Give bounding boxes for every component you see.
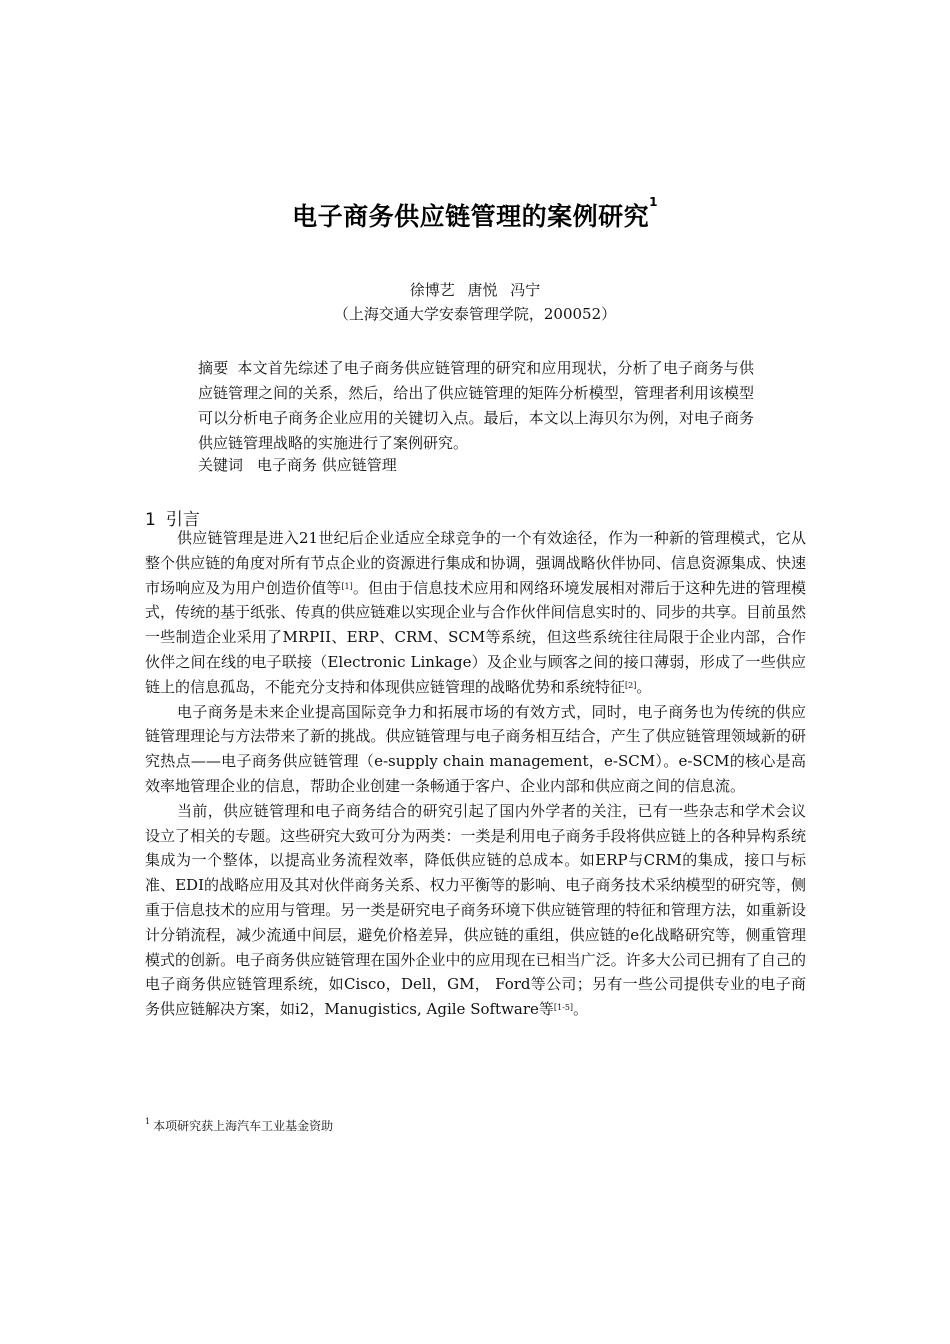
citation-1-5: [1-5] [553,1003,574,1013]
citation-1: [1] [341,581,353,591]
section-body [145,526,806,1022]
abstract-text: 本文首先综述了电子商务供应链管理的研究和应用现状，分析了电子商务与供应链管理之间的关系，然后，给出了供应链管理的矩阵分析模型，管理者利用该模型可以分析电子商务企业应用的关键切入点。最后，本文以上海贝尔为例，对电子商务供应链管理战略的实施进行了案例研究。 [198,359,754,452]
keywords [198,454,397,475]
paragraph-3-part-a: 当前，供应链管理和电子商务结合的研究引起了国内外学者的关注，已有一些杂志和学术会议设立了相关的专题。这些研究大致可分为两类：一类是利用电子商务手段将供应链上的各种异构系统集成为一个整体，以提高业务流程效率，降低供应链的总成本。如ERP与CRM的集成，接口与标准、EDI的战略应用及其对伙伴商务关系、权力平衡等的影响、电子商务技术采纳模型的研究等，侧重于信息技术的应用与管理。另一类是研究电子商务环境下供应链管理的特征和管理方法，如重新设计分销流程，减少流通中间层，避免价格差异，供应链的重组，供应链的e化战略研究等，侧重管理模式的创新。电子商务供应链管理在国外企业中的应用现在已相当广泛。许多大公司已拥有了自己的电子商务供应链管理系统，如Cisco，Dell，GM， Ford等公司；另有一些公司提供专业的电子商务供应链解决方案，如i2，Manugistics, Agile Software等 [145,801,806,1019]
keywords-label: 关键词 [198,456,244,474]
section-title-text: 引言 [165,510,200,530]
paragraph-1-part-c: 。 [636,677,652,696]
title-footnote-mark: 1 [649,195,658,209]
title-text: 电子商务供应链管理的案例研究 [292,202,650,231]
affiliation: （上海交通大学安泰管理学院，200052） [333,305,617,323]
abstract-label: 摘要 [198,359,229,377]
author-list: 徐博艺 唐悦 冯宁 [409,281,541,299]
paragraph-3-part-b: 。 [573,1000,589,1019]
abstract [198,356,754,456]
footnote-text: 本项研究获上海汽车工业基金资助 [153,1119,334,1133]
section-number: 1 [145,510,156,530]
paragraph-3 [145,799,806,1022]
paragraph-1-part-b: 。但由于信息技术应用和网络环境发展相对滞后于这种先进的管理模式，传统的基于纸张、传真的供应链难以实现企业与合作伙伴间信息实时的、同步的共享。目前虽然一些制造企业采用了MRPII、ERP、CRM、SCM等系统，但这些系统往往局限于企业内部，合作伙伴之间在线的电子联接（Electronic Linkage）及企业与顾客之间的接口薄弱，形成了一些供应链上的信息孤岛，不能充分支持和体现供应链管理的战略优势和系统特征 [145,578,806,696]
paper-title [0,197,950,233]
keywords-text: 电子商务 供应链管理 [257,456,397,474]
footnote [145,1117,333,1134]
citation-2: [2] [625,680,637,690]
paragraph-1-part-a: 供应链管理是进入21世纪后企业适应全球竞争的一个有效途径，作为一种新的管理模式，它从整个供应链的角度对所有节点企业的资源进行集成和协调，强调战略伙伴协同、信息资源集成、快速市场响应及为用户创造价值等 [145,529,806,597]
footnote-mark: 1 [145,1117,151,1126]
paragraph-1 [145,526,806,700]
paragraph-2: 电子商务是未来企业提高国际竞争力和拓展市场的有效方式，同时，电子商务也为传统的供应链管理理论与方法带来了新的挑战。供应链管理与电子商务相互结合，产生了供应链管理领域新的研究热点——电子商务供应链管理（e-supply chain management，e-SCM）。e-SCM的核心是高效率地管理企业的信息，帮助企业创建一条畅通于客户、企业内部和供应商之间的信息流。 [145,702,806,795]
